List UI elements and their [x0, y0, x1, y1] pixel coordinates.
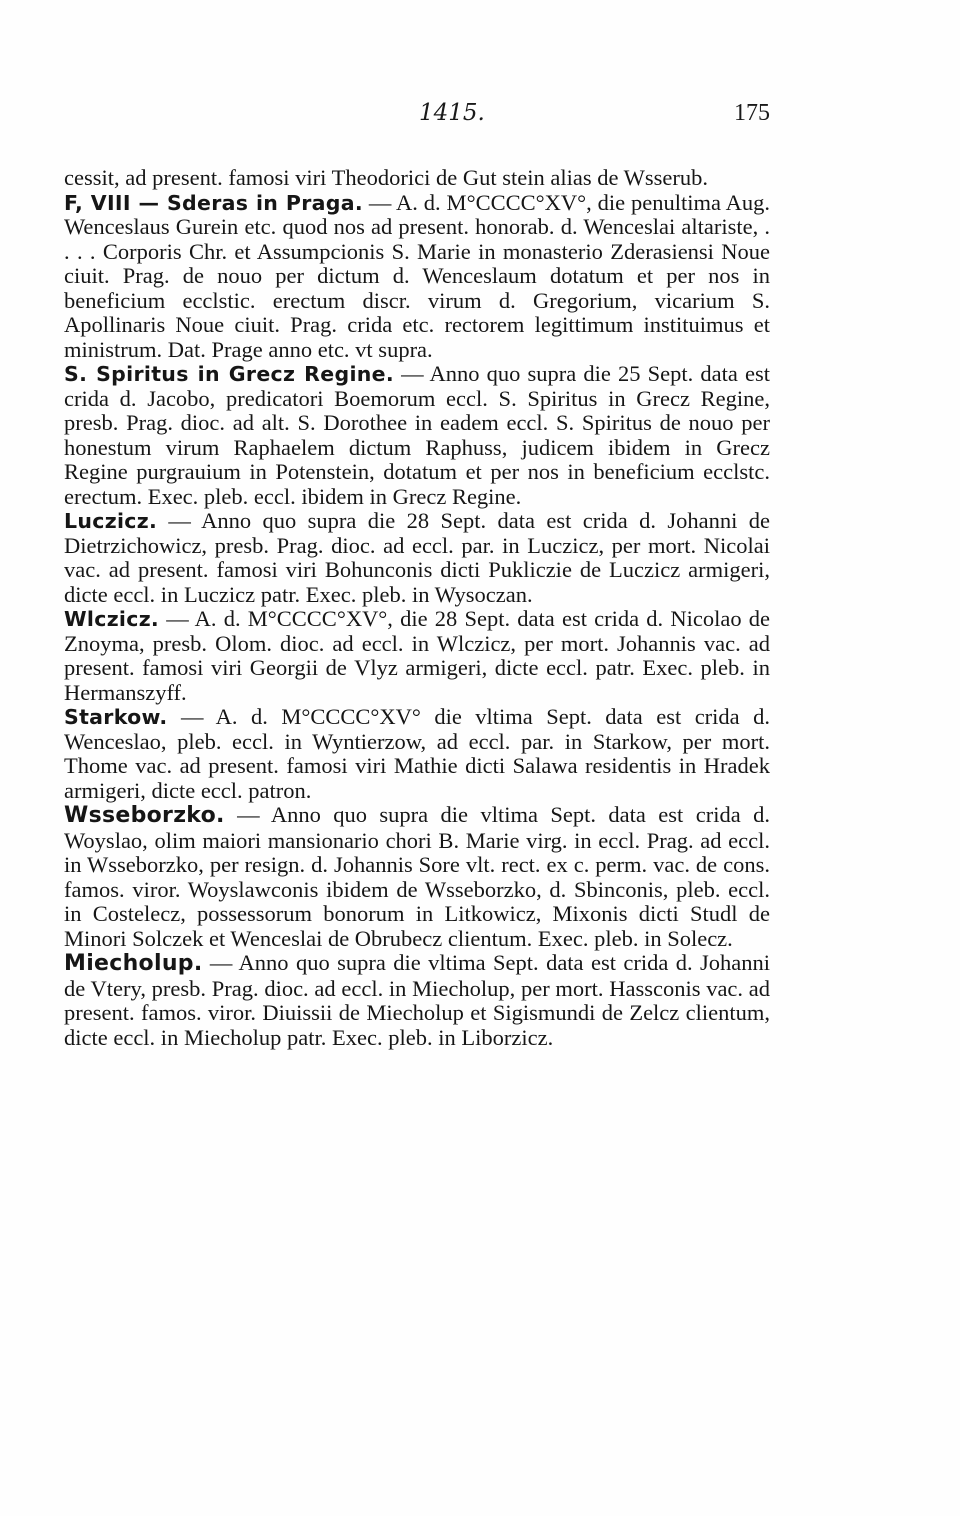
entry-wlczicz — [64, 607, 770, 705]
entry-wsseborzko — [64, 803, 770, 951]
entry-heading: Luczicz. — [64, 509, 158, 533]
entry-text: — A. d. M°CCCC°XV°, die 28 Sept. data est crida d. Nicolao de Znoyma, presb. Olom. dioc. ad eccl. in Wlczicz, per mort. Johannis vac. ad present. famosi viri Georgii de Vlyz armigeri, dicte eccl. patr. Exec. pleb. in Hermanszyff. — [64, 606, 770, 705]
entry-luczicz — [64, 509, 770, 607]
entry-starkow — [64, 705, 770, 803]
body-text — [64, 166, 770, 1050]
entry-s-spiritus — [64, 362, 770, 509]
entry-heading: F, VIII — Sderas in Praga. — [64, 190, 363, 215]
entry-text: — Anno quo supra die vltima Sept. data est crida d. Johanni de Vtery, presb. Prag. dioc. ad eccl. in Miecholup, per mort. Hassconis vac. ad present. famos. viror. Diuissii de Miecholup et Sigismundi de Zelcz clientum, dicte eccl. in Miecholup patr. Exec. pleb. in Liborzicz. — [64, 950, 770, 1050]
entry-heading: Miecholup. — [64, 951, 203, 976]
entry-heading: Wlczicz. — [64, 607, 160, 631]
page-number: 175 — [734, 100, 770, 126]
entry-text: — A. d. M°CCCC°XV°, die penultima Aug. Wenceslaus Gurein etc. quod nos ad present. honorab. d. Wenceslai altariste, . . . . Corporis Chr. et Assumpcionis S. Marie in monasterio Zderasiensi Noue ciuit. Prag. de nouo per dictum d. Wenceslaum dotatum et per nos in beneficium ecclstic. erectum discr. virum d. Gregorium, vicarium S. Apollinaris Noue ciuit. Prag. crida etc. rectorem legittimum instituimus et ministrum. Dat. Prage anno etc. vt supra. — [64, 189, 770, 362]
page-header — [64, 100, 770, 136]
entry-text: — A. d. M°CCCC°XV° die vltima Sept. data est crida d. Wenceslao, pleb. eccl. in Wyntierzow, ad eccl. par. in Starkow, per mort. Thome vac. ad present. famosi viri Mathie dicti Salawa residentis in Hradek armigeri, dicte eccl. patron. — [64, 704, 770, 803]
entry-continuation — [64, 166, 770, 191]
entry-text: — Anno quo supra die 28 Sept. data est crida d. Johanni de Dietrzichowicz, presb. Prag. dioc. ad eccl. par. in Luczicz, per mort. Nicolai vac. ad present. famosi viri Bohunconis dicti Pukliczie de Luczicz armigeri, dicte eccl. in Luczicz patr. Exec. pleb. in Wysoczan. — [64, 508, 770, 607]
entry-text: — Anno quo supra die vltima Sept. data est crida d. Woyslao, olim maiori mansionario chori B. Marie virg. in eccl. Prag. ad eccl. in Wsseborzko, per resign. d. Johannis Sore vlt. rect. ex c. perm. vac. de cons. famos. viror. Woyslawconis ibidem de Wsseborzko, d. Sbinconis, pleb. eccl. in Costelecz, possessorum bonorum in Litkowicz, Mixonis dicti Studl de Minori Solczek et Wenceslai de Obrubecz clientum. Exec. pleb. in Solecz. — [64, 802, 770, 951]
entry-text: — Anno quo supra die 25 Sept. data est crida d. Jacobo, predicatori Boemorum eccl. S. Spiritus in Grecz Regine, presb. Prag. dioc. ad alt. S. Dorothee in eadem eccl. S. Spiritus de nouo per honestum virum Raphaelem dictum Raphuss, judicem ibidem in Grecz Regine purgrauium in Potenstein, dotatum et per nos in beneficium ecclstc. erectum. Exec. pleb. eccl. ibidem in Grecz Regine. — [64, 361, 771, 509]
entry-miecholup — [64, 951, 770, 1050]
running-head-year: 1415. — [419, 100, 485, 126]
entry-heading: Starkow. — [64, 705, 168, 729]
entry-sderas — [64, 191, 770, 363]
entry-heading: S. Spiritus in Grecz Regine. — [64, 362, 394, 386]
entry-heading: Wsseborzko. — [64, 803, 225, 828]
entry-text: cessit, ad present. famosi viri Theodorici de Gut stein alias de Wsserub. — [64, 165, 709, 190]
